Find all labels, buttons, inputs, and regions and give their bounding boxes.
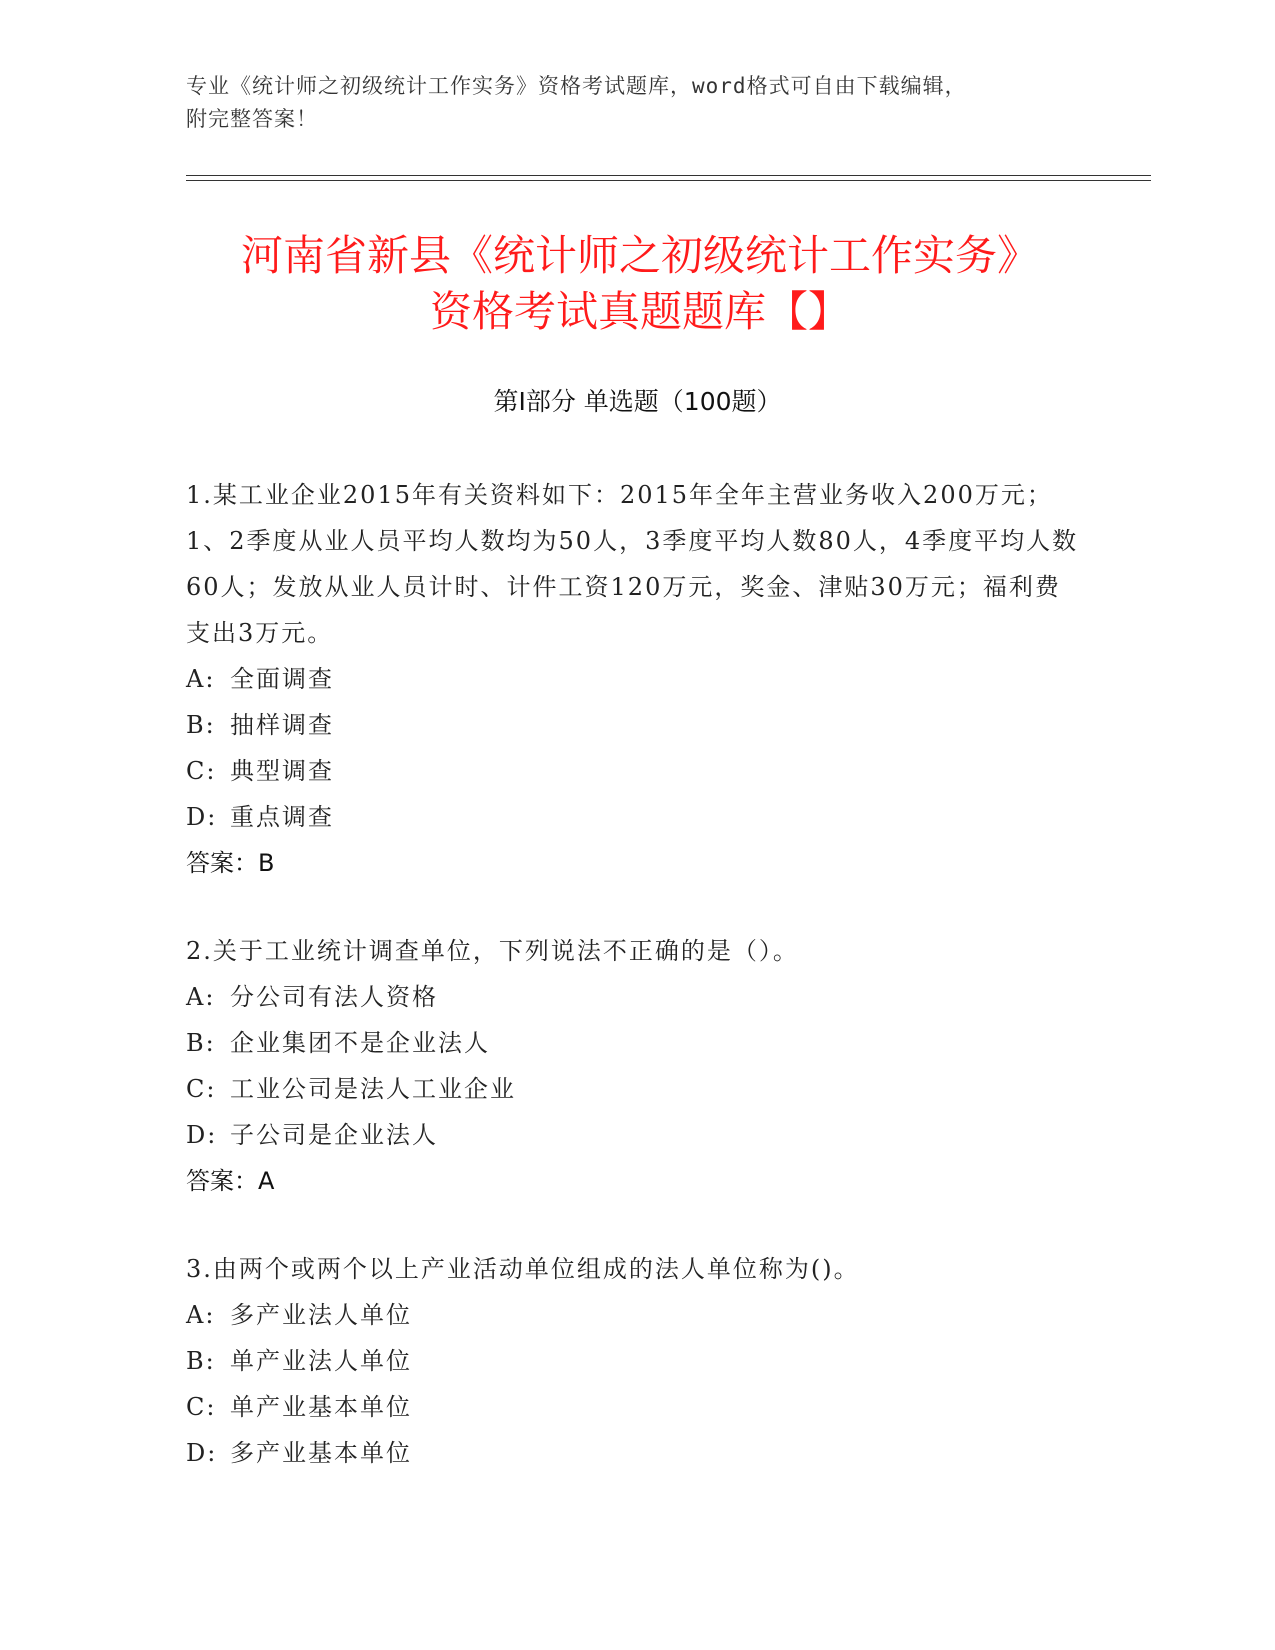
section-heading: 第I部分 单选题（100题）	[493, 387, 782, 416]
option-key: D:	[186, 1121, 218, 1149]
option-key: D:	[186, 803, 218, 831]
option-key: C:	[186, 757, 217, 785]
option-d	[186, 1112, 1086, 1158]
document-title-line-2: 资格考试真题题库【】	[429, 287, 850, 336]
option-key: D:	[186, 1439, 218, 1467]
option-c	[186, 1384, 1086, 1430]
option-key: B:	[186, 1029, 216, 1057]
option-text: 抽样调查	[230, 711, 334, 739]
option-text: 典型调查	[230, 757, 334, 785]
option-d	[186, 794, 1086, 840]
answer-line: 答案：B	[186, 849, 275, 877]
option-text: 企业集团不是企业法人	[230, 1029, 490, 1057]
header-divider-bottom	[186, 180, 1151, 181]
option-key: A:	[186, 983, 216, 1011]
document-title	[140, 228, 1140, 340]
header-note-line-1: 专业《统计师之初级统计工作实务》资格考试题库，word格式可自由下载编辑，	[186, 74, 967, 98]
option-key: B:	[186, 711, 216, 739]
option-text: 单产业基本单位	[230, 1393, 412, 1421]
header-note	[186, 70, 1066, 136]
option-text: 子公司是企业法人	[230, 1121, 438, 1149]
option-text: 多产业法人单位	[230, 1301, 412, 1329]
option-text: 分公司有法人资格	[230, 983, 438, 1011]
question-text: 2.关于工业统计调查单位，下列说法不正确的是（）。	[186, 937, 799, 965]
option-b	[186, 1020, 1086, 1066]
question-3	[186, 1246, 1086, 1476]
option-c	[186, 748, 1086, 794]
question-2	[186, 928, 1086, 1204]
option-a	[186, 1292, 1086, 1338]
option-a	[186, 974, 1086, 1020]
option-text: 重点调查	[230, 803, 334, 831]
answer-line: 答案：A	[186, 1167, 275, 1195]
option-text: 单产业法人单位	[230, 1347, 412, 1375]
option-text: 全面调查	[230, 665, 334, 693]
option-key: C:	[186, 1393, 217, 1421]
option-text: 工业公司是法人工业企业	[230, 1075, 516, 1103]
option-key: B:	[186, 1347, 216, 1375]
option-key: C:	[186, 1075, 217, 1103]
option-a	[186, 656, 1086, 702]
question-list	[186, 472, 1086, 1518]
question-text: 3.由两个或两个以上产业活动单位组成的法人单位称为()。	[186, 1255, 860, 1283]
header-note-line-2: 附完整答案！	[186, 107, 318, 131]
option-b	[186, 1338, 1086, 1384]
header-divider-top	[186, 175, 1151, 176]
option-text: 多产业基本单位	[230, 1439, 412, 1467]
document-title-line-1: 河南省新县《统计师之初级统计工作实务》	[240, 231, 1039, 280]
question-1	[186, 472, 1086, 886]
option-key: A:	[186, 665, 216, 693]
option-b	[186, 702, 1086, 748]
option-key: A:	[186, 1301, 216, 1329]
option-d	[186, 1430, 1086, 1476]
option-c	[186, 1066, 1086, 1112]
question-text: 1.某工业企业2015年有关资料如下：2015年全年主营业务收入200万元；1、2季度从业人员平均人数均为50人，3季度平均人数80人，4季度平均人数60人；发放从业人员计时、计件工资120万元，奖金、津贴30万元；福利费支出3万元。	[186, 481, 1079, 647]
